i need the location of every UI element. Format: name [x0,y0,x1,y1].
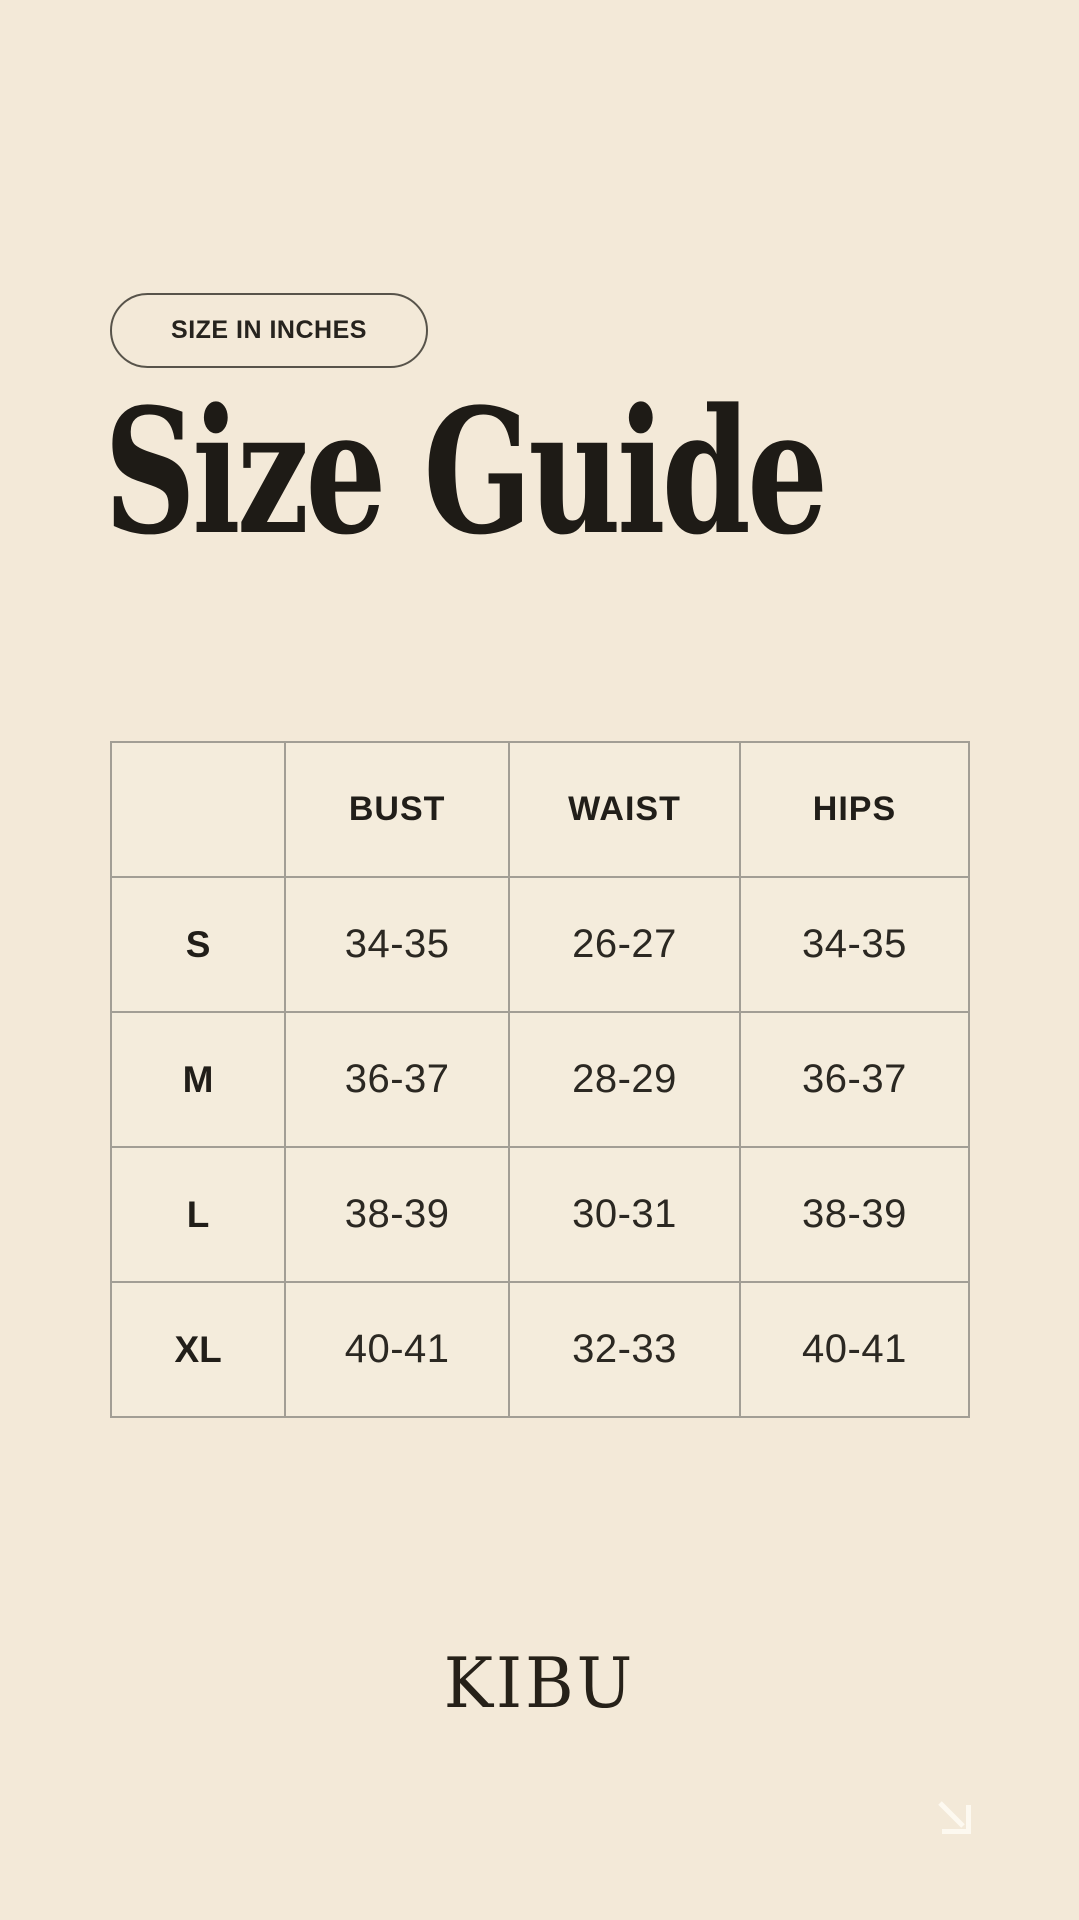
arrow-down-right-icon [935,1798,977,1840]
hips-value-s: 34-35 [740,877,969,1012]
next-button[interactable] [935,1798,977,1840]
table-row [111,1147,969,1282]
bust-value-s: 34-35 [285,877,509,1012]
header-cell-waist: WAIST [509,742,740,877]
size-unit-badge-label: SIZE IN INCHES [171,316,367,344]
waist-value-xl: 32-33 [509,1282,740,1417]
size-label-xl: XL [111,1282,285,1417]
table-header-row [111,742,969,877]
waist-value-l: 30-31 [509,1147,740,1282]
waist-value-m: 28-29 [509,1012,740,1147]
size-table [110,741,970,1418]
table-row [111,877,969,1012]
header-cell-bust: BUST [285,742,509,877]
table-row [111,1012,969,1147]
size-unit-badge [110,293,428,368]
header-cell-empty [111,742,285,877]
hips-value-m: 36-37 [740,1012,969,1147]
size-label-s: S [111,877,285,1012]
bust-value-l: 38-39 [285,1147,509,1282]
waist-value-s: 26-27 [509,877,740,1012]
size-label-m: M [111,1012,285,1147]
header-cell-hips: HIPS [740,742,969,877]
bust-value-m: 36-37 [285,1012,509,1147]
table-row [111,1282,969,1417]
brand-logo: KIBU [443,1643,636,1724]
hips-value-l: 38-39 [740,1147,969,1282]
page-title: Size Guide [104,370,825,573]
hips-value-xl: 40-41 [740,1282,969,1417]
size-label-l: L [111,1147,285,1282]
bust-value-xl: 40-41 [285,1282,509,1417]
